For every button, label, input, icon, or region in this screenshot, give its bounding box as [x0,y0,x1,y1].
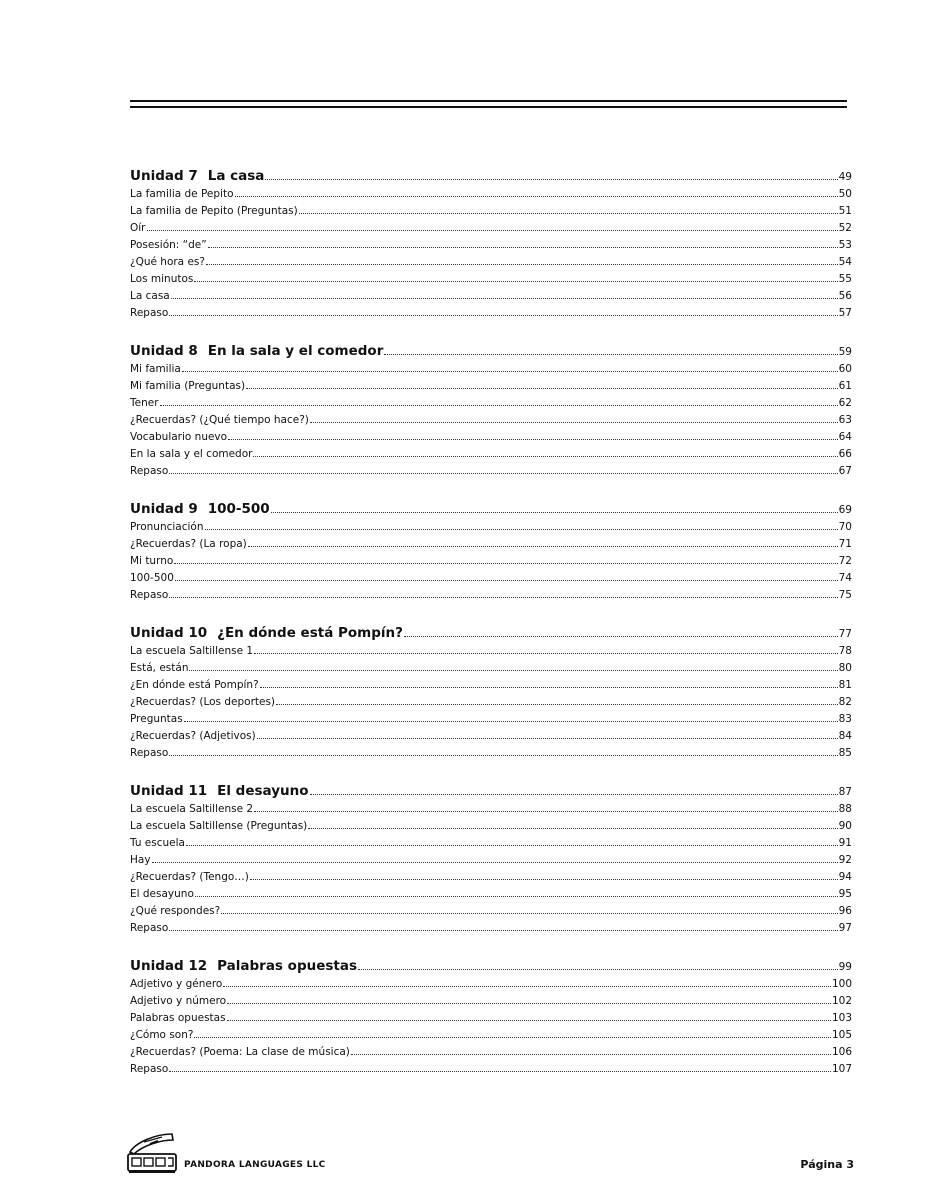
toc-entry-label: La familia de Pepito [130,188,234,200]
unit-page-number: 99 [838,961,852,973]
toc-entry[interactable] [130,677,852,694]
dot-leader [384,353,837,355]
toc-unit-section [130,167,852,322]
toc-entry-page-number: 55 [838,273,852,285]
dot-leader [169,929,837,931]
toc-entry-page-number: 72 [838,555,852,567]
toc-entry[interactable] [130,186,852,203]
toc-entry-page-number: 51 [838,205,852,217]
toc-entry-label: Repaso [130,465,169,477]
toc-entry[interactable] [130,1027,852,1044]
toc-entry-label: Vocabulario nuevo [130,431,228,443]
toc-entry-label: Mi familia [130,363,181,375]
dot-leader [171,297,838,299]
toc-entry-page-number: 54 [838,256,852,268]
toc-entry-page-number: 97 [838,922,852,934]
toc-entry-label: Preguntas [130,713,183,725]
toc-entry[interactable] [130,903,852,920]
toc-entry-label: Repaso [130,589,169,601]
toc-entry-page-number: 70 [838,521,852,533]
toc-entry[interactable] [130,643,852,660]
toc-entry-page-number: 66 [838,448,852,460]
toc-entry-page-number: 50 [838,188,852,200]
toc-entry-page-number: 106 [831,1046,852,1058]
toc-entry[interactable] [130,728,852,745]
dot-leader [174,562,837,564]
unit-title: En la sala y el comedor [207,343,384,359]
toc-entry-page-number: 62 [838,397,852,409]
unit-number: Unidad 8 [130,343,198,359]
toc-entry[interactable] [130,920,852,937]
unit-title: 100-500 [207,501,270,517]
unit-title: La casa [207,168,265,184]
toc-entry[interactable] [130,446,852,463]
toc-entry-label: Repaso [130,307,169,319]
toc-entry[interactable] [130,886,852,903]
dot-leader [221,912,837,914]
toc-entry-page-number: 67 [838,465,852,477]
toc-entry-label: Tener [130,397,159,409]
dot-leader [228,438,838,440]
toc-unit-section [130,500,852,604]
toc-entry[interactable] [130,1044,852,1061]
toc-entry-page-number: 61 [838,380,852,392]
toc-entry-page-number: 71 [838,538,852,550]
toc-entry[interactable] [130,869,852,886]
toc-entry-label: Posesión: “de” [130,239,207,251]
book-logo-icon [126,1130,178,1174]
toc-unit-heading[interactable] [130,624,852,643]
dot-leader [404,635,838,637]
toc-entry-label: Repaso [130,922,169,934]
dot-leader [194,1036,831,1038]
unit-page-number: 49 [838,171,852,183]
toc-entry-label: 100-500 [130,572,174,584]
dot-leader [310,421,838,423]
toc-unit-heading[interactable] [130,342,852,361]
toc-entry[interactable] [130,1061,852,1078]
toc-entry-page-number: 102 [831,995,852,1007]
dot-leader [276,703,838,705]
toc-entry[interactable] [130,835,852,852]
toc-entry[interactable] [130,305,852,322]
dot-leader [205,528,838,530]
toc-entry[interactable] [130,587,852,604]
page-footer [126,1130,854,1176]
toc-entry-label: La casa [130,290,170,302]
dot-leader [253,455,837,457]
table-of-contents [130,167,852,1098]
toc-entry-label: Oír [130,222,146,234]
toc-entry-label: En la sala y el comedor [130,448,253,460]
dot-leader [265,178,837,180]
toc-entry-label: Adjetivo y número [130,995,227,1007]
toc-unit-section [130,782,852,937]
unit-number: Unidad 11 [130,783,208,799]
toc-unit-heading[interactable] [130,782,852,801]
toc-entry-label: Los minutos [130,273,194,285]
toc-entry-label: La familia de Pepito (Preguntas) [130,205,298,217]
dot-leader [152,861,838,863]
dot-leader [175,579,838,581]
toc-entry[interactable] [130,976,852,993]
dot-leader [147,229,838,231]
toc-entry[interactable] [130,412,852,429]
toc-entry-label: La escuela Saltillense 1 [130,645,254,657]
toc-entry-page-number: 92 [838,854,852,866]
dot-leader [195,895,838,897]
toc-entry[interactable] [130,271,852,288]
toc-entry-page-number: 57 [838,307,852,319]
dot-leader [250,878,838,880]
toc-entry-page-number: 78 [838,645,852,657]
toc-unit-heading[interactable] [130,957,852,976]
toc-entry-label: ¿Recuerdas? (Los deportes) [130,696,276,708]
unit-number: Unidad 7 [130,168,198,184]
dot-leader [169,1070,831,1072]
toc-entry[interactable] [130,852,852,869]
page-number-label: Página 3 [800,1158,854,1171]
dot-leader [194,280,837,282]
toc-entry[interactable] [130,801,852,818]
dot-leader [186,844,838,846]
toc-entry-label: ¿Recuerdas? (¿Qué tiempo hace?) [130,414,309,426]
unit-title: ¿En dónde está Pompín? [217,625,403,641]
toc-entry-label: ¿Recuerdas? (Poema: La clase de música) [130,1046,350,1058]
dot-leader [308,827,837,829]
company-name: PANDORA LANGUAGES LLC [184,1160,326,1170]
toc-entry-label: Mi turno [130,555,174,567]
toc-entry-page-number: 107 [831,1063,852,1075]
dot-leader [184,720,838,722]
dot-leader [169,314,837,316]
dot-leader [169,472,837,474]
dot-leader [299,212,838,214]
toc-entry-label: ¿Recuerdas? (Adjetivos) [130,730,256,742]
toc-entry[interactable] [130,553,852,570]
toc-entry-label: ¿Recuerdas? (La ropa) [130,538,247,550]
toc-entry-page-number: 95 [838,888,852,900]
dot-leader [182,370,838,372]
unit-number: Unidad 12 [130,958,208,974]
unit-page-number: 77 [838,628,852,640]
toc-entry-page-number: 94 [838,871,852,883]
unit-page-number: 69 [838,504,852,516]
header-rule-top [130,100,847,102]
dot-leader [246,387,838,389]
toc-entry-label: Hay [130,854,151,866]
toc-entry[interactable] [130,203,852,220]
unit-number: Unidad 10 [130,625,208,641]
toc-entry-page-number: 96 [838,905,852,917]
dot-leader [169,754,837,756]
toc-entry-label: El desayuno [130,888,194,900]
toc-entry-label: Adjetivo y género [130,978,223,990]
toc-entry-page-number: 91 [838,837,852,849]
toc-entry-label: Mi familia (Preguntas) [130,380,246,392]
header-rule-bottom [130,106,847,108]
toc-entry-label: ¿Cómo son? [130,1029,194,1041]
toc-unit-section [130,957,852,1078]
toc-entry[interactable] [130,463,852,480]
toc-entry[interactable] [130,570,852,587]
toc-entry-page-number: 80 [838,662,852,674]
toc-entry[interactable] [130,519,852,536]
toc-entry-page-number: 83 [838,713,852,725]
toc-entry-label: ¿Qué hora es? [130,256,205,268]
toc-entry-page-number: 103 [831,1012,852,1024]
toc-entry-label: Tu escuela [130,837,185,849]
dot-leader [208,246,838,248]
unit-page-number: 59 [838,346,852,358]
dot-leader [227,1002,831,1004]
dot-leader [160,404,838,406]
toc-unit-section [130,342,852,480]
toc-entry[interactable] [130,220,852,237]
toc-entry[interactable] [130,254,852,271]
toc-entry[interactable] [130,660,852,677]
toc-entry-page-number: 56 [838,290,852,302]
dot-leader [227,1019,831,1021]
dot-leader [254,652,838,654]
toc-entry-label: Repaso [130,1063,169,1075]
toc-entry-label: La escuela Saltillense (Preguntas) [130,820,308,832]
toc-entry[interactable] [130,993,852,1010]
toc-entry-page-number: 64 [838,431,852,443]
toc-entry[interactable] [130,237,852,254]
dot-leader [260,686,838,688]
toc-entry-page-number: 53 [838,239,852,251]
toc-entry[interactable] [130,694,852,711]
toc-entry[interactable] [130,1010,852,1027]
dot-leader [358,968,838,970]
dot-leader [169,596,837,598]
toc-entry-label: Pronunciación [130,521,204,533]
toc-entry-label: Palabras opuestas [130,1012,226,1024]
toc-entry-page-number: 81 [838,679,852,691]
toc-entry[interactable] [130,361,852,378]
dot-leader [206,263,838,265]
unit-title: Palabras opuestas [217,958,358,974]
toc-entry-page-number: 63 [838,414,852,426]
unit-number: Unidad 9 [130,501,198,517]
toc-entry[interactable] [130,536,852,553]
dot-leader [223,985,831,987]
dot-leader [189,669,837,671]
toc-entry-page-number: 82 [838,696,852,708]
toc-entry-label: ¿Recuerdas? (Tengo…) [130,871,249,883]
dot-leader [254,810,838,812]
toc-unit-section [130,624,852,762]
dot-leader [235,195,838,197]
toc-entry[interactable] [130,818,852,835]
toc-entry-page-number: 88 [838,803,852,815]
toc-entry[interactable] [130,429,852,446]
toc-entry-label: Está, están [130,662,189,674]
dot-leader [248,545,838,547]
toc-entry-label: Repaso [130,747,169,759]
toc-entry-page-number: 52 [838,222,852,234]
toc-entry-page-number: 105 [831,1029,852,1041]
toc-entry-label: La escuela Saltillense 2 [130,803,254,815]
toc-entry-page-number: 74 [838,572,852,584]
toc-unit-heading[interactable] [130,500,852,519]
toc-entry-page-number: 90 [838,820,852,832]
toc-entry[interactable] [130,745,852,762]
toc-entry[interactable] [130,711,852,728]
dot-leader [271,511,838,513]
unit-title: El desayuno [217,783,309,799]
toc-entry-page-number: 85 [838,747,852,759]
toc-entry-page-number: 75 [838,589,852,601]
toc-entry-page-number: 100 [831,978,852,990]
toc-entry[interactable] [130,395,852,412]
dot-leader [351,1053,831,1055]
dot-leader [310,793,838,795]
toc-entry-label: ¿En dónde está Pompín? [130,679,259,691]
dot-leader [257,737,838,739]
toc-entry-page-number: 60 [838,363,852,375]
toc-unit-heading[interactable] [130,167,852,186]
toc-entry-page-number: 84 [838,730,852,742]
unit-page-number: 87 [838,786,852,798]
toc-entry-label: ¿Qué respondes? [130,905,221,917]
toc-entry[interactable] [130,288,852,305]
toc-entry[interactable] [130,378,852,395]
